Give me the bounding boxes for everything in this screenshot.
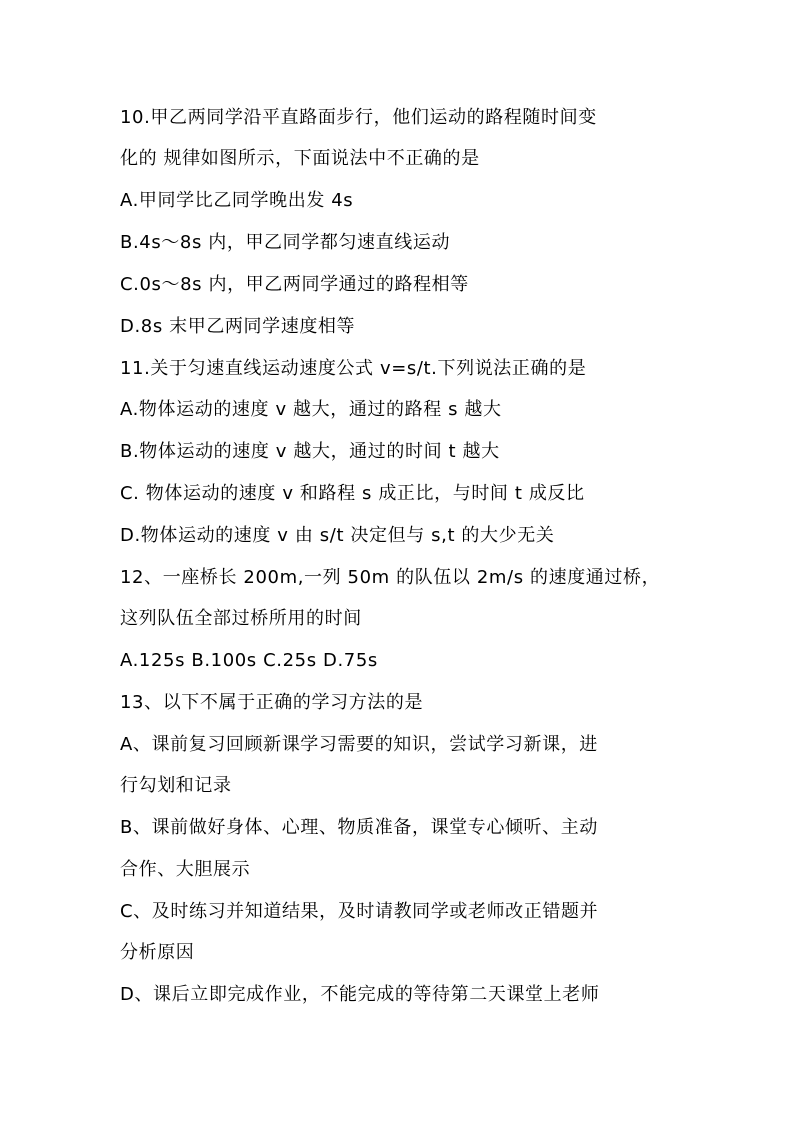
q11-option-c: C. 物体运动的速度 v 和路程 s 成正比，与时间 t 成反比 — [120, 483, 585, 504]
q12-options: A.125s B.100s C.25s D.75s — [120, 650, 378, 671]
q11-option-a: A.物体运动的速度 v 越大，通过的路程 s 越大 — [120, 399, 502, 420]
q12-stem-line2: 这列队伍全部过桥所用的时间 — [120, 608, 362, 629]
q11-option-b: B.物体运动的速度 v 越大，通过的时间 t 越大 — [120, 441, 500, 462]
q10-stem-line2: 化的 规律如图所示，下面说法中不正确的是 — [120, 148, 480, 169]
q13-option-c-line2: 分析原因 — [120, 942, 195, 963]
q10-stem-line1: 10.甲乙两同学沿平直路面步行，他们运动的路程随时间变 — [120, 107, 597, 128]
q13-option-d-line1: D、课后立即完成作业，不能完成的等待第二天课堂上老师 — [120, 984, 600, 1005]
q13-option-b-line1: B、课前做好身体、心理、物质准备，课堂专心倾听、主动 — [120, 817, 598, 838]
q10-option-c: C.0s～8s 内，甲乙两同学通过的路程相等 — [120, 274, 469, 295]
q10-option-b: B.4s～8s 内，甲乙同学都匀速直线运动 — [120, 232, 451, 253]
q13-option-a-line2: 行勾划和记录 — [120, 775, 232, 796]
q10-option-d: D.8s 末甲乙两同学速度相等 — [120, 316, 356, 337]
q10-option-a: A.甲同学比乙同学晚出发 4s — [120, 190, 354, 211]
q13-option-c-line1: C、及时练习并知道结果，及时请教同学或老师改正错题并 — [120, 901, 599, 922]
q12-stem-line1: 12、一座桥长 200m,一列 50m 的队伍以 2m/s 的速度通过桥， — [120, 567, 661, 588]
q11-stem: 11.关于匀速直线运动速度公式 v=s/t.下列说法正确的是 — [120, 358, 587, 379]
q11-option-d: D.物体运动的速度 v 由 s/t 决定但与 s,t 的大少无关 — [120, 525, 555, 546]
q13-option-b-line2: 合作、大胆展示 — [120, 859, 251, 880]
q13-stem: 13、以下不属于正确的学习方法的是 — [120, 692, 424, 713]
q13-option-a-line1: A、课前复习回顾新课学习需要的知识，尝试学习新课，进 — [120, 734, 598, 755]
